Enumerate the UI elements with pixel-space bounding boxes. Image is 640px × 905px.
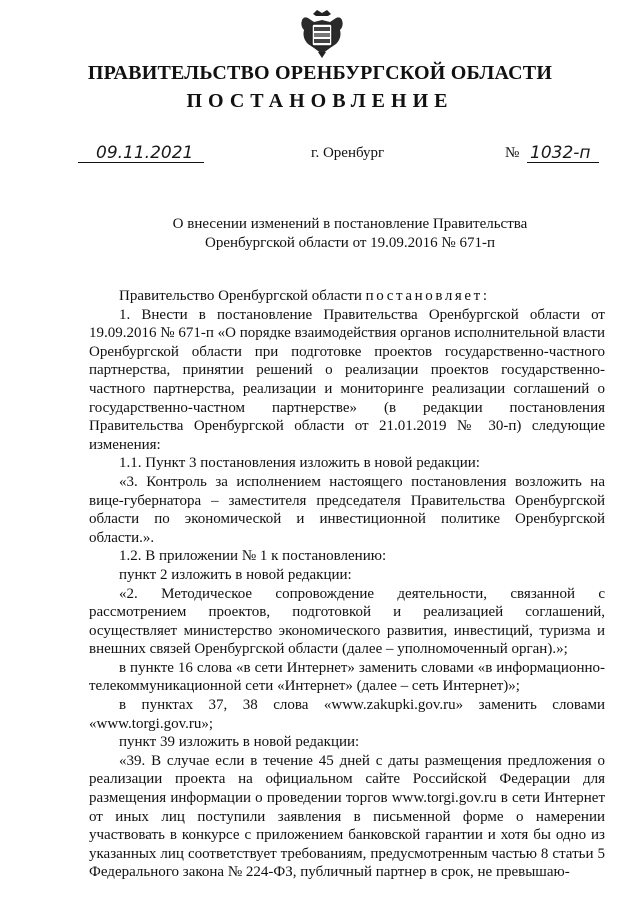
paragraph-quote-39: «39. В случае если в течение 45 дней с даты размещения предложения о реализации проекта на официальном сайте Российской Федерации для размещения информации о проведении торгов www.torgi.gov.ru в сети Интернет от иных лиц поступили заявления в письменной форме о намерении участвовать в конкурсе с приложением банковской гарантии и хотя бы одно из указанных лиц соответствует требованиям, предусмотренным частью 8 статьи 5 Федерального закона № 224-ФЗ, публичный партнер в срок, не превышаю- [89,752,605,881]
intro-decree-word: постановляет: [365,288,490,304]
document-body [89,287,605,882]
government-title: ПРАВИТЕЛЬСТВО ОРЕНБУРГСКОЙ ОБЛАСТИ [87,62,553,84]
paragraph-item-39: пункт 39 изложить в новой редакции: [119,734,360,751]
document-number: 1032-п [530,143,591,163]
document-subject [0,215,640,253]
paragraph-item-2: пункт 2 изложить в новой редакции: [119,566,352,583]
number-underline [527,162,599,163]
paragraph-1: 1. Внести в постановление Правительства Оренбургской области от 19.09.2016 № 671-п «О порядке взаимодействия органов исполнительной власти Оренбургской области при подготовке проектов государственно-частного партнерства, принятии решений о реализации проектов государственно-частного партнерства, реализации и мониторинге реализации соглашений о государственно-частном партнерстве» (в редакции постановления Правительства Оренбургской области от 21.01.2019 № 30-п) следующие изменения: [89,306,605,453]
subject-line-1: О внесении изменений в постановление Правительства [172,216,528,232]
paragraph-1-1: 1.1. Пункт 3 постановления изложить в новой редакции: [119,455,480,472]
intro-text: Правительство Оренбургской области [119,288,366,304]
document-type: ПОСТАНОВЛЕНИЕ [186,90,454,112]
subject-line-2: Оренбургской области от 19.09.2016 № 671-п [204,235,496,251]
coat-of-arms-icon [300,8,344,60]
paragraph-items-37-38: в пунктах 37, 38 слова «www.zakupki.gov.ru» заменить словами «www.torgi.gov.ru»; [89,697,605,732]
intro-paragraph [89,287,605,306]
paragraph-quote-3: «3. Контроль за исполнением настоящего постановления возложить на вице-губернатора – заместителя председателя Правительства Оренбургской области по экономической и инвестиционной политике Оренбургской области.». [89,473,605,546]
paragraph-1-2: 1.2. В приложении № 1 к постановлению: [119,548,387,565]
number-sign: № [505,145,520,161]
paragraph-item-16: в пункте 16 слова «в сети Интернет» заменить словами «в информационно-телекоммуникационной сети «Интернет» (далее – сеть Интернет)»; [89,659,605,695]
document-city: г. Оренбург [311,145,385,161]
date-underline [78,162,204,163]
paragraph-quote-2: «2. Методическое сопровождение деятельности, связанной с рассмотрением проектов, подготовкой и реализацией соглашений, осуществляет министерство экономического развития, инвестиций, туризма и внешних связей Оренбургской области (далее – уполномоченный орган).»; [89,585,605,658]
document-date: 09.11.2021 [96,143,194,163]
